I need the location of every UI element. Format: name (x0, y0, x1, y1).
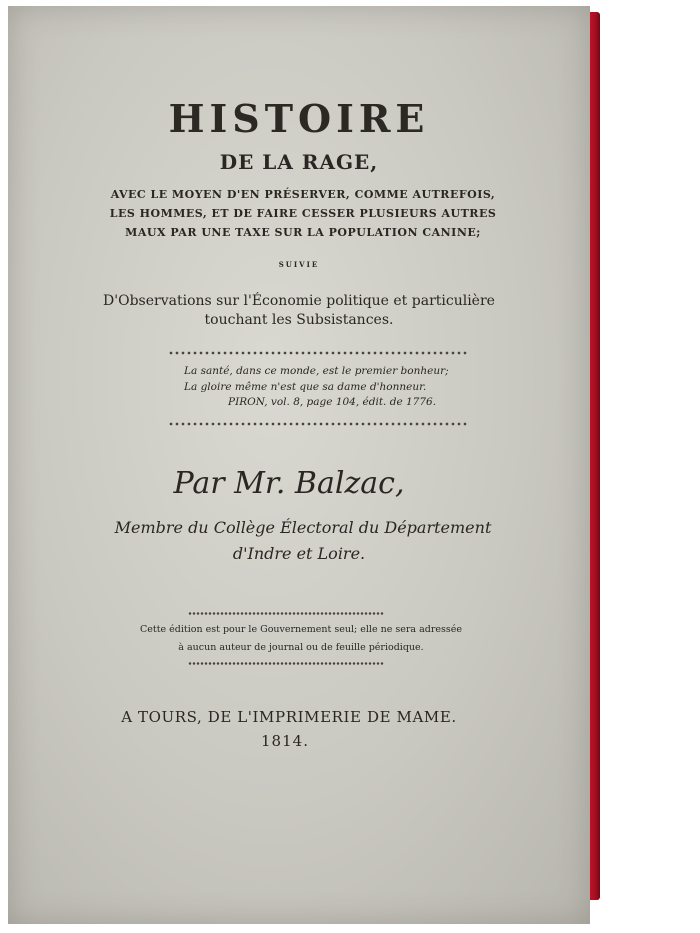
book-title: HISTOIRE (168, 96, 430, 141)
description-line-3: MAUX PAR UNE TAXE SUR LA POPULATION CANINE; (125, 226, 481, 239)
description-line-1: AVEC LE MOYEN D'EN PRÉSERVER, COMME AUTREFOIS, (110, 188, 496, 201)
epigraph-line-2: La gloire même n'est que sa dame d'honneur. (184, 381, 427, 393)
epigraph-source: PIRON, vol. 8, page 104, édit. de 1776. (228, 396, 437, 408)
notice-line-2: à aucun auteur de journal ou de feuille périodique. (178, 642, 424, 653)
author-role-line-2: d'Indre et Loire. (232, 544, 366, 563)
author-role-line-1: Membre du Collège Électoral du Département (114, 518, 492, 537)
observations-line-2: touchant les Subsistances. (204, 312, 394, 328)
dotted-rule-bottom (168, 421, 468, 427)
wavy-rule-top (188, 611, 384, 617)
suivie-label: SUIVIE (278, 260, 320, 269)
book-subtitle: DE LA RAGE, (219, 150, 379, 174)
title-page (8, 6, 590, 924)
notice-line-1: Cette édition est pour le Gouvernement seul; elle ne sera adressée (139, 624, 462, 635)
author-name: Par Mr. Balzac, (173, 466, 405, 501)
publication-year: 1814. (261, 732, 309, 750)
dotted-rule-top (168, 350, 468, 356)
description-line-2: LES HOMMES, ET DE FAIRE CESSER PLUSIEURS AUTRES (109, 207, 497, 220)
epigraph-line-1: La santé, dans ce monde, est le premier bonheur; (184, 365, 449, 377)
imprint-line: A TOURS, DE L'IMPRIMERIE DE MAME. (121, 708, 457, 726)
observations-line-1: D'Observations sur l'Économie politique et particulière (103, 293, 495, 309)
wavy-rule-bottom (188, 661, 384, 667)
